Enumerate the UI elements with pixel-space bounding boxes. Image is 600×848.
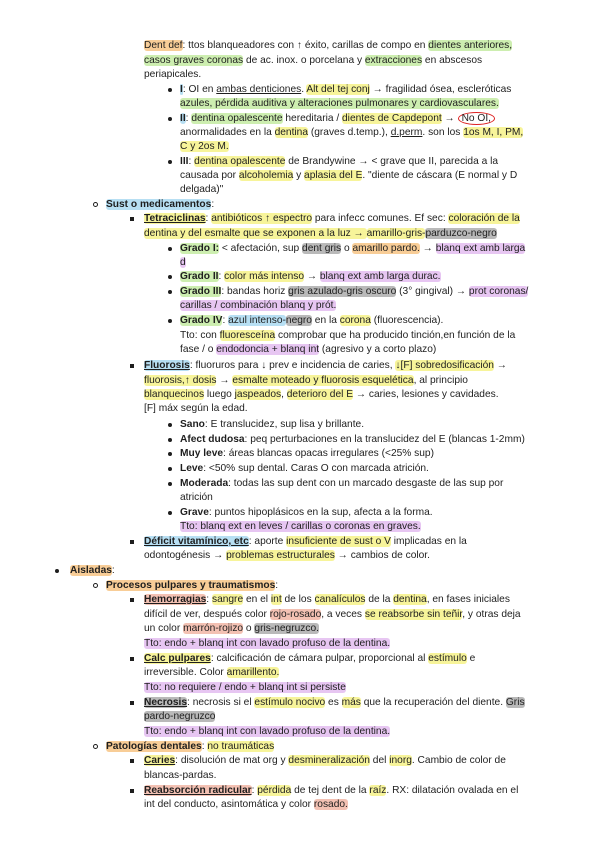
text-line: odontogénesis → problemas estructurales → cambios de color.	[144, 550, 430, 561]
text-line: Tto: blanq ext en leves / carillas o coronas en graves.	[180, 521, 421, 532]
bullet-dot	[168, 117, 172, 121]
text-line: Muy leve: áreas blancas opacas irregulares (<25% sup)	[180, 448, 434, 459]
bullet-dot	[168, 275, 172, 279]
text-line: II: dentina opalescente hereditaria / dientes de Capdepont → No OI,	[180, 112, 495, 125]
bullet-square	[130, 759, 134, 763]
text-line: Sano: E translucidez, sup lisa y brillante.	[180, 419, 365, 430]
bullet-dot	[168, 319, 172, 323]
text-line: [F] máx según la edad.	[144, 403, 248, 414]
bullet-dot	[168, 290, 172, 294]
text-line: Hemorragias: sangre en el int de los canalículos de la dentina, en fases iniciales	[144, 594, 510, 605]
bullet-square	[130, 657, 134, 661]
bullet-dot	[168, 511, 172, 515]
text-line: causada por alcoholemia y aplasia del E. "diente de cáscara (E normal y D	[180, 170, 518, 181]
text-line: I: OI en ambas denticiones. Alt del tej conj → fragilidad ósea, escleróticas	[180, 84, 512, 95]
text-line: fluorosis,↑ dosis → esmalte moteado y fluorosis esquelética, al principio	[144, 375, 468, 386]
text-line: anormalidades en la dentina (graves d.temp.), d.perm. son los 1os M, I, PM,	[180, 127, 524, 138]
bullet-dot	[55, 569, 59, 573]
bullet-square	[130, 540, 134, 544]
bullet-square	[130, 598, 134, 602]
text-line: atrición	[180, 492, 213, 503]
bullet-ring	[93, 583, 98, 588]
bullet-square	[130, 217, 134, 221]
text-line: Grado II: color más intenso → blanq ext amb larga durac.	[180, 271, 441, 282]
text-line: dentina y del esmalte que se exponen a la luz → amarillo-gris-parduzco-negro	[144, 228, 497, 239]
bullet-dot	[168, 452, 172, 456]
bullet-dot	[168, 423, 172, 427]
bullet-dot	[168, 467, 172, 471]
text-line: un color marrón-rojizo o gris-negruzco.	[144, 623, 319, 634]
bullet-square	[130, 789, 134, 793]
text-line: Calc pulpares: calcificación de cámara pulpar, proporcional al estímulo e	[144, 653, 476, 664]
section-heading: Patologías dentales: no traumáticas	[106, 741, 275, 752]
text-line: irreversible. Color amarillento.	[144, 667, 280, 678]
text-line: blancas-pardas.	[144, 770, 217, 781]
text-line: Tto: no requiere / endo + blanq int si persiste	[144, 682, 346, 693]
text-line: Caries: disolución de mat org y desmineralización del inorg. Cambio de color de	[144, 755, 506, 766]
text-line: carillas / combinación blanq y prót.	[180, 300, 337, 311]
text-line: difícil de ver, después color rojo-rosado, a veces se reabsorbe sin teñir, y otras deja	[144, 609, 521, 620]
text-line: Fluorosis: fluoruros para ↓ prev e incidencia de caries, ↓[F] sobredosificación →	[144, 360, 507, 371]
bullet-dot	[168, 438, 172, 442]
text-line: d	[180, 257, 186, 268]
bullet-dot	[168, 160, 172, 164]
text-line: periapicales.	[144, 69, 202, 80]
text-line: Tto: endo + blanq int con lavado profuso de la dentina.	[144, 638, 391, 649]
text-line: pardo-negruzco	[144, 711, 216, 722]
text-line: Necrosis: necrosis si el estímulo nocivo es más que la recuperación del diente. Gris	[144, 697, 525, 708]
bullet-dot	[168, 482, 172, 486]
text-line: casos graves coronas de ac. inox. o porcelana y extracciones en abscesos	[144, 55, 483, 66]
text-line: Grave: puntos hipoplásicos en la sup, afecta a la forma.	[180, 507, 433, 518]
bullet-dot	[168, 247, 172, 251]
text-line: Déficit vitamínico, etc: aporte insuficiente de sust o V implicadas en la	[144, 536, 467, 547]
text-line: Grado IV: azul intenso-negro en la corona (fluorescencia).	[180, 315, 444, 326]
text-line: Moderada: todas las sup dent con un marcado desgaste de las sup por	[180, 478, 504, 489]
text-line: Reabsorción radicular: pérdida de tej dent de la raíz. RX: dilatación ovalada en el	[144, 785, 519, 796]
text-line: Tto: con fluoresceína comprobar que ha producido tinción,en función de la	[180, 330, 516, 341]
text-line: C y 2os M.	[180, 141, 229, 152]
text-line: int del conducto, asintomática y color rosado.	[144, 799, 348, 810]
bullet-dot	[168, 88, 172, 92]
bullet-square	[130, 701, 134, 705]
bullet-ring	[93, 202, 98, 207]
text-line: Afect dudosa: peq perturbaciones en la translucidez del E (blancas 1-2mm)	[180, 434, 525, 445]
section-heading: Sust o medicamentos:	[106, 199, 215, 210]
text-line: blanquecinos luego jaspeados, deterioro del E → caries, lesiones y cavidades.	[144, 389, 499, 400]
text-line: Grado I: < afectación, sup dent gris o amarillo pardo. → blanq ext amb larga	[180, 243, 526, 254]
section-heading: Aisladas:	[70, 565, 115, 576]
text-line: Leve: <50% sup dental. Caras O con marcada atrición.	[180, 463, 429, 474]
bullet-square	[130, 364, 134, 368]
text-line: Tto: endo + blanq int con lavado profuso de la dentina.	[144, 726, 391, 737]
bullet-ring	[93, 744, 98, 749]
section-heading: Procesos pulpares y traumatismos:	[106, 580, 279, 591]
text-line: Tetraciclinas: antibióticos ↑ espectro para infecc comunes. Ef sec: coloración de la	[144, 213, 520, 224]
text-line: III: dentina opalescente de Brandywine → < grave que II, parecida a la	[180, 156, 499, 167]
text-line: delgada)"	[180, 184, 224, 195]
text-line: azules, pérdida auditiva y alteraciones pulmonares y cardiovasculares.	[180, 98, 499, 109]
text-line: Dent def: ttos blanqueadores con ↑ éxito, carillas de compo en dientes anteriores,	[144, 40, 513, 51]
text-line: Grado III: bandas horiz gris azulado-gris oscuro (3° gingival) → prot coronas/	[180, 286, 529, 297]
text-line: fase / o endodoncia + blanq int (agresivo y a corto plazo)	[180, 344, 437, 355]
